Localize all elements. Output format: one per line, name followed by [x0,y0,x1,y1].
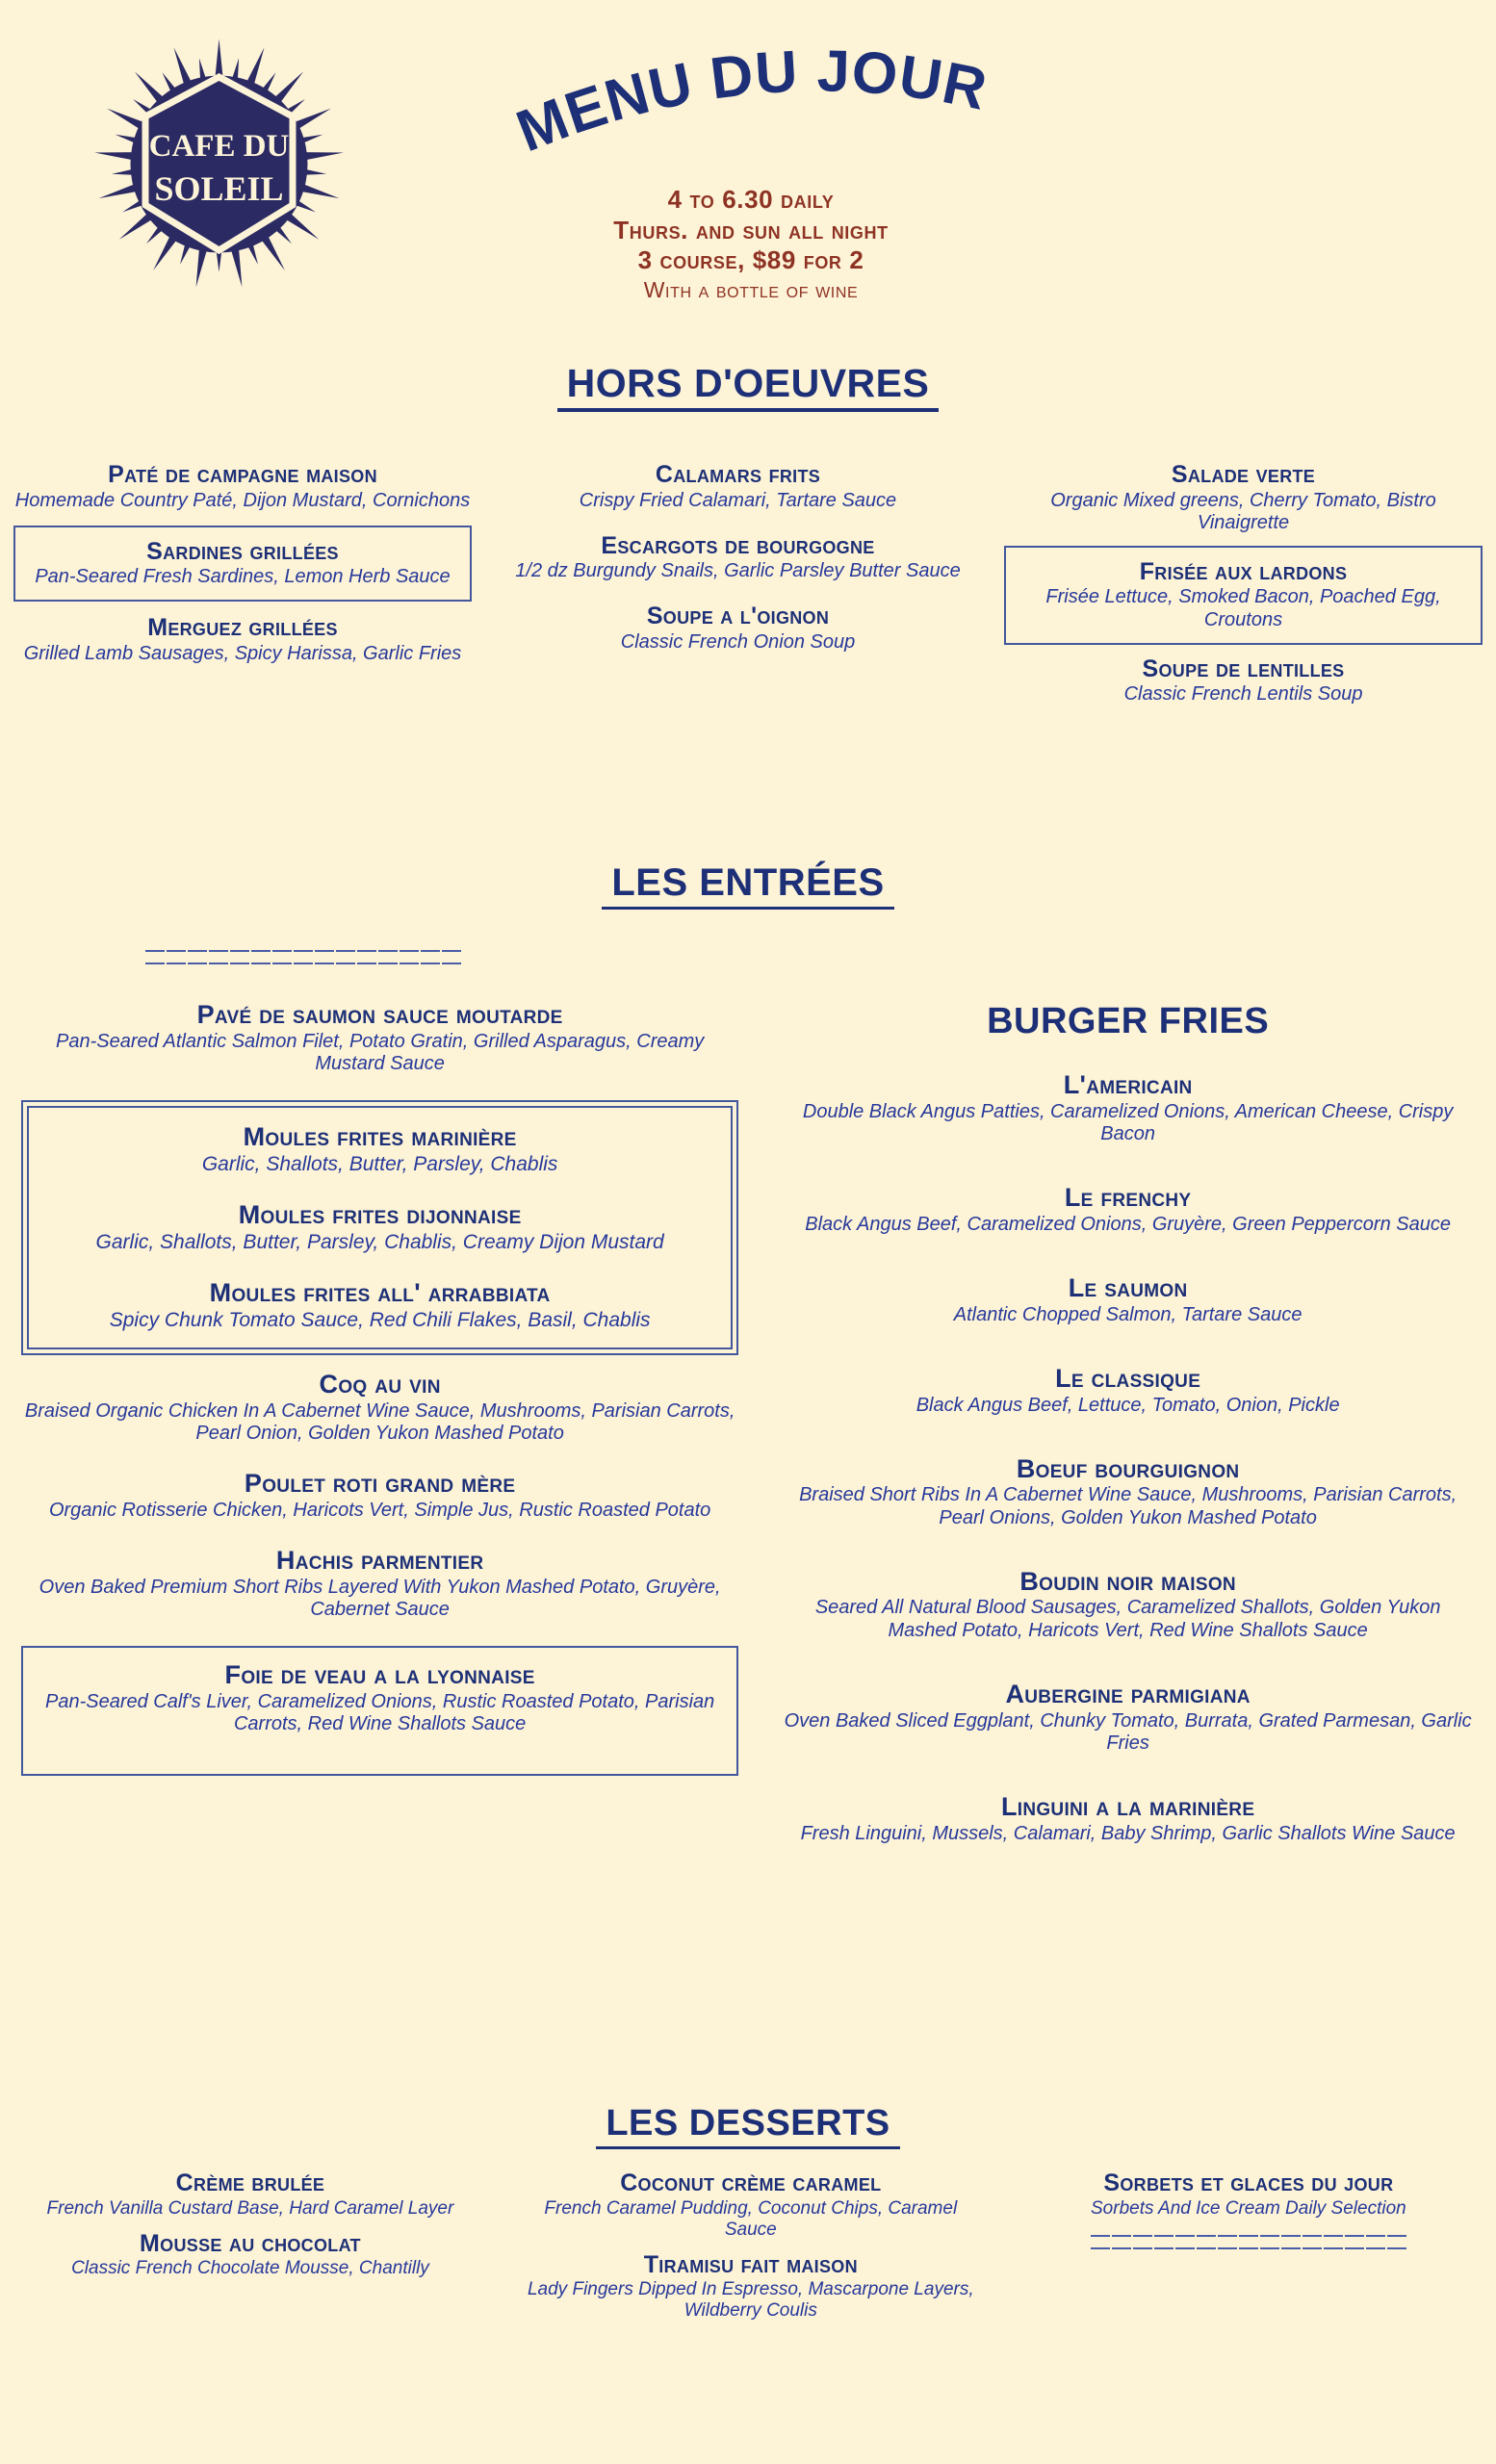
menu-item-name: Salade verte [1171,461,1316,488]
section-heading-hors-doeuvres [0,361,1496,412]
menu-item-description: Organic Rotisserie Chicken, Haricots Vert, Simple Jus, Rustic Roasted Potato [48,1499,711,1521]
menu-item-description: Grilled Lamb Sausages, Spicy Harissa, Garlic Fries [23,642,462,664]
menu-item-description: Spicy Chunk Tomato Sauce, Red Chili Flakes, Basil, Chablis [109,1308,651,1331]
divider-segment [1260,2235,1279,2249]
divider-segment [1387,2235,1406,2249]
divider-segment [188,950,207,964]
desserts-section [0,2170,1496,2333]
divider-segment [230,950,249,964]
menu-item-description: Classic French Chocolate Mousse, Chantilly [71,2258,429,2279]
menu-item [781,1793,1475,1845]
menu-item [499,603,977,654]
menu-item [1004,546,1483,645]
divider-segment [294,950,313,964]
subtitle-line-1: 4 to 6.30 daily [667,185,835,214]
divider-segment [315,950,334,964]
menu-item [21,1001,738,1075]
divider-segment [1197,2235,1216,2249]
divider-segment [1091,2235,1110,2249]
menu-item [37,1279,723,1332]
menu-item [15,2170,485,2220]
menu-item-description: Black Angus Beef, Lettuce, Tomato, Onion, Pickle [916,1394,1340,1416]
section-heading-les-desserts [0,2103,1496,2149]
divider-segment [251,950,271,964]
hors-doeuvres-section [0,462,1496,717]
moules-frites-box [21,1100,738,1355]
divider-segment [442,950,461,964]
menu-item-description: Braised Organic Chicken In A Cabernet Wine Sauce, Mushrooms, Parisian Carrots, Pearl Onion, Golden Yukon Mashed Potato [24,1399,735,1445]
menu-item-name: Le frenchy [1064,1183,1192,1213]
menu-item-description: French Caramel Pudding, Coconut Chips, Caramel Sauce [544,2197,958,2240]
menu-item [781,1274,1475,1326]
menu-item-name: Hachis parmentier [275,1546,484,1576]
menu-item-description: Black Angus Beef, Caramelized Onions, Gruyère, Green Peppercorn Sauce [805,1213,1451,1235]
desserts-column-1 [0,2170,501,2333]
menu-item [1004,462,1483,534]
section-heading-les-entrees [0,861,1496,910]
menu-item-description: Classic French Lentils Soup [1123,683,1363,706]
menu-item-name: Tiramisu fait maison [643,2250,858,2278]
menu-item-name: Paté de campagne maison [108,461,377,488]
entrees-right-list [781,1455,1475,1845]
desserts-column-2 [501,2170,1001,2333]
divider-segment [1281,2235,1301,2249]
entrees-right-column [760,1001,1496,1884]
menu-item-name: Escargots de bourgogne [601,531,875,559]
menu-item-name: Aubergine parmigiana [1005,1679,1251,1708]
menu-item-name: Crème brulée [175,2169,325,2196]
menu-item-name: Soupe a l'oignon [646,603,830,630]
menu-item-description: Pan-Seared Calf's Liver, Caramelized Onions, Rustic Roasted Potato, Parisian Carrots, Red Wine Shallots Sauce [45,1690,715,1735]
menu-item-description: Oven Baked Sliced Eggplant, Chunky Tomato, Burrata, Grated Parmesan, Garlic Fries [784,1709,1472,1754]
divider-segment [1175,2235,1195,2249]
menu-item-name: Pavé de saumon sauce moutarde [196,1000,563,1029]
divider-segment [357,950,376,964]
burger-list [781,1071,1475,1417]
foie-de-veau-box [21,1646,738,1776]
entrees-left-column [0,1001,760,1884]
subtitle-line-3: 3 course, $89 for 2 [637,245,864,275]
section-heading-hors-doeuvres-label: HORS D'OEUVRES [557,361,940,412]
menu-item-description: Classic French Onion Soup [620,630,856,653]
divider-segment [1112,2235,1131,2249]
menu-item-name: Foie de veau a la lyonnaise [224,1660,535,1690]
divider-segment [1303,2235,1322,2249]
decorative-divider-bottom [1017,2233,1481,2251]
divider-segment [1345,2235,1364,2249]
hors-column-2 [485,462,991,717]
logo-line-1: CAFE DU [148,129,290,164]
menu-item [1004,656,1483,706]
subtitle-line-2: Thurs. and sun all night [613,215,889,244]
menu-item-name: Coq au vin [319,1370,441,1399]
desserts-column-3 [1001,2170,1496,2333]
menu-item [21,1371,738,1445]
menu-item-description: Braised Short Ribs In A Cabernet Wine Sauce, Mushrooms, Parisian Carrots, Pearl Onions, Golden Yukon Mashed Potato [799,1484,1457,1528]
menu-item-name: Moules frites dijonnaise [238,1200,522,1230]
menu-item-name: Merguez grillées [147,614,338,642]
menu-header [0,0,1496,346]
section-heading-burger-fries: BURGER FRIES [987,1001,1270,1041]
decorative-divider-top [101,948,505,966]
menu-item [499,533,977,583]
menu-item-description: Lady Fingers Dipped In Espresso, Mascarpone Layers, Wildberry Coulis [527,2279,974,2322]
menu-item-description: Seared All Natural Blood Sausages, Caramelized Shallots, Golden Yukon Mashed Potato, Haricots Vert, Red Wine Shallots Sauce [814,1597,1441,1641]
divider-segment [1239,2235,1258,2249]
menu-item-description: Atlantic Chopped Salmon, Tartare Sauce [953,1303,1303,1325]
subtitle-line-4: With a bottle of wine [643,277,859,303]
menu-item-description: Oven Baked Premium Short Ribs Layered With Yukon Mashed Potato, Gruyère, Cabernet Sauce [39,1576,721,1621]
menu-item [35,1661,725,1735]
section-heading-les-entrees-label: LES ENTRÉES [602,861,893,910]
hors-column-1 [0,462,485,717]
menu-item-description: Pan-Seared Fresh Sardines, Lemon Herb Sauce [35,566,451,588]
menu-item-name: Coconut crème caramel [620,2169,882,2196]
menu-item-description: French Vanilla Custard Base, Hard Caramel Layer [46,2197,454,2219]
menu-item-name: Frisée aux lardons [1139,557,1348,585]
menu-item [516,2170,986,2241]
hors-column-3 [991,462,1496,717]
menu-item-description: 1/2 dz Burgundy Snails, Garlic Parsley Butter Sauce [515,560,961,582]
entrees-section [0,1001,1496,1884]
menu-item-name: Le saumon [1068,1272,1188,1302]
divider-segment [167,950,186,964]
menu-item-name: Moules frites marinière [243,1122,517,1152]
divider-segment [272,950,292,964]
menu-item-description: Pan-Seared Atlantic Salmon Filet, Potato Gratin, Grilled Asparagus, Creamy Mustard Sauce [56,1030,705,1074]
menu-item [781,1184,1475,1236]
page-title [508,38,993,164]
menu-item [21,1547,738,1621]
divider-segment [400,950,419,964]
divider-segment [336,950,355,964]
divider-segment [1154,2235,1174,2249]
divider-segment [1366,2235,1385,2249]
divider-segment [421,950,440,964]
divider-segment [1324,2235,1343,2249]
divider-segment [145,950,165,964]
menu-item-name: Soupe de lentilles [1142,654,1345,682]
menu-item [516,2252,986,2323]
entrees-left-bottom-list [21,1371,738,1621]
divider-segment [1133,2235,1152,2249]
entrees-left-top-list [21,1001,738,1075]
menu-item-description: Garlic, Shallots, Butter, Parsley, Chablis, Creamy Dijon Mustard [95,1230,664,1253]
menu-title-arc [486,38,1025,173]
divider-segment [378,950,398,964]
divider-segment [1218,2235,1237,2249]
menu-item-name: Mousse au chocolat [140,2229,361,2257]
menu-item [15,2231,485,2280]
menu-item-name: Boeuf bourguignon [1016,1453,1240,1483]
menu-item-description: Organic Mixed greens, Cherry Tomato, Bistro Vinaigrette [1050,489,1436,533]
menu-item-description: Garlic, Shallots, Butter, Parsley, Chablis [201,1152,558,1175]
menu-item [781,1071,1475,1145]
menu-item-name: Sorbets et glaces du jour [1103,2169,1394,2196]
cafe-du-soleil-logo [91,37,347,292]
logo-line-2: SOLEIL [154,169,284,208]
menu-item [13,526,472,603]
menu-subtitle [414,185,1088,303]
menu-item-description: Frisée Lettuce, Smoked Bacon, Poached Egg, Croutons [1045,586,1441,630]
menu-item [781,1455,1475,1529]
menu-item [37,1201,723,1254]
menu-item [37,1123,723,1176]
menu-item [13,462,472,512]
menu-item-name: Sardines grillées [146,537,339,565]
menu-item-name: Le classique [1055,1363,1201,1393]
divider-segment [209,950,228,964]
menu-item-name: Calamars frits [655,461,821,488]
menu-item-description: Crispy Fried Calamari, Tartare Sauce [579,489,897,511]
menu-item [781,1568,1475,1642]
menu-item-name: Moules frites all' arrabbiata [209,1278,551,1308]
section-heading-les-desserts-label: LES DESSERTS [596,2103,899,2149]
menu-item-name: Poulet roti grand mère [244,1469,516,1499]
menu-item [1017,2170,1481,2220]
menu-item [21,1470,738,1522]
menu-item [781,1681,1475,1755]
menu-item [781,1365,1475,1417]
menu-item-name: L'americain [1063,1070,1193,1099]
menu-item-description: Sorbets And Ice Cream Daily Selection [1091,2197,1406,2219]
menu-item-name: Boudin noir maison [1019,1566,1236,1596]
menu-item-description: Homemade Country Paté, Dijon Mustard, Cornichons [14,489,471,511]
menu-item-description: Fresh Linguini, Mussels, Calamari, Baby Shrimp, Garlic Shallots Wine Sauce [800,1822,1456,1844]
menu-item [499,462,977,512]
menu-item-description: Double Black Angus Patties, Caramelized Onions, American Cheese, Crispy Bacon [802,1100,1454,1144]
menu-item [13,615,472,665]
page-title-text: MENU DU JOUR [507,38,993,165]
menu-item-name: Linguini a la marinière [1000,1791,1255,1821]
